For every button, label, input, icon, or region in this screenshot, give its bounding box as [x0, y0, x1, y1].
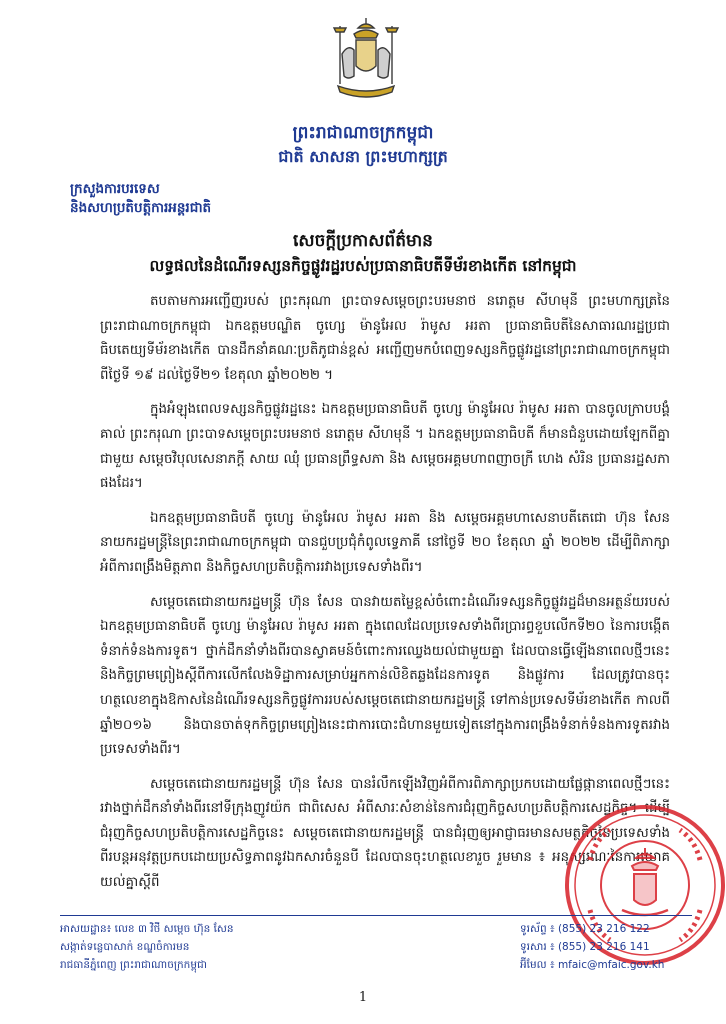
address-line: រាជធានីភ្នំពេញ ព្រះរាជាណាចក្រកម្ពុជា [60, 959, 207, 971]
kingdom-name: ព្រះរាជាណាចក្រកម្ពុជា [292, 123, 434, 143]
royal-coat-of-arms-icon [318, 14, 414, 110]
national-motto: ជាតិ សាសនា ព្រះមហាក្សត្រ [278, 147, 448, 166]
address-line: សង្កាត់ទន្លេបាសាក់ ខណ្ឌចំការមន [60, 941, 190, 953]
fax-number: ទូរសារ ៖ (855) 23 216 141 [520, 941, 650, 953]
paragraph: ក្នុងអំឡុងពេលទស្សនកិច្ចផ្លូវរដ្ឋនេះ ឯកឧត្តមប្រធានាធិបតី ចូហ្សេ ម៉ានូអែល រ៉ាមូស អរតា បានចូលក្រាបបង្គំគាល់ ព្រះករុណា ព្រះបាទសម្តេចព្រះបរមនាថ នរោត្តម សីហមុនី ។ ឯកឧត្តមប្រធានាធិបតី ក៏មានជំនួបដោយឡែកពីគ្នាជាមួយ សម្តេចវិបុលសេនាភក្តី សាយ ឈុំ ប្រធានព្រឹទ្ធសភា និង សម្តេចអគ្គមហាពញាចក្រី ហេង សំរិន ប្រធានរដ្ឋសភា ផងដែរ។ [100, 402, 670, 492]
document-subtitle: លទ្ធផលនៃដំណើរទស្សនកិច្ចផ្លូវរដ្ឋរបស់ប្រធានាធិបតីទីម័រខាងកើត នៅកម្ពុជា [149, 256, 577, 275]
paragraph: ឯកឧត្តមប្រធានាធិបតី ចូហ្សេ ម៉ានូអែល រ៉ាមូស អរតា និង សម្តេចអគ្គមហាសេនាបតីតេជោ ហ៊ុន សែន នាយករដ្ឋមន្រ្តីនៃព្រះរាជាណាចក្រកម្ពុជា បានជួបប្រជុំកំពូលទ្វេភាគី នៅថ្ងៃទី ២០ ខែតុលា ឆ្នាំ ២០២២ ដើម្បីពិភាក្សាអំពីការពង្រឹងមិត្តភាព និងកិច្ចសហប្រតិបត្តិការរវាងប្រទេសទាំងពីរ។ [100, 510, 670, 575]
phone-number: ទូរស័ព្ទ ៖ (855) 23 216 122 [520, 923, 650, 935]
footer-contacts [520, 920, 710, 974]
email-address: អ៊ីមែល ៖ mfaic@mfaic.gov.kh [520, 959, 665, 971]
ministry-name-line2: និងសហប្រតិបត្តិការអន្តរជាតិ [70, 200, 212, 216]
page-number: 1 [358, 990, 368, 1005]
ministry-name: ក្រសួងការបរទេស [70, 181, 160, 197]
footer-divider [60, 915, 692, 916]
document-title: សេចក្តីប្រកាសព័ត៌មាន [293, 231, 433, 251]
paragraph: សម្តេចតេជោនាយករដ្ឋមន្ត្រី ហ៊ុន សែន បានរំលឹកឡើងវិញអំពីការពិភាក្សាប្រកបដោយផ្លែផ្កានាពេលថ្មីៗនេះរវាងថ្នាក់ដឹកនាំទាំងពីរនៅទីក្រុងញូវយ៉ក ជាពិសេស អំពីសារៈសំខាន់នៃការជំរុញកិច្ចសហប្រតិបត្តិការសេដ្ឋកិច្ច។ ដើម្បីជំរុញកិច្ចសហប្រតិបត្តិការសេដ្ឋកិច្ចនេះ សម្តេចតេជោនាយករដ្ឋមន្ត្រី បានជំរុញឲ្យអាជ្ញាធរមានសមត្ថកិច្ចនៃប្រទេសទាំងពីរបន្តអនុវត្តប្រកបដោយប្រសិទ្ធភាពនូវឯកសារចំនួនបី ដែលបានចុះហត្ថលេខារួច រួមមាន ៖ អនុស្សរណៈនៃការយោគយល់គ្នាស្តីពី [100, 776, 670, 891]
footer-address [60, 920, 390, 974]
paragraph: សម្តេចតេជោនាយករដ្ឋមន្ត្រី ហ៊ុន សែន បានវាយតម្លៃខ្ពស់ចំពោះដំណើរទស្សនកិច្ចផ្លូវរដ្ឋដ៏មានអត្ថន័យរបស់ ឯកឧត្តមប្រធានាធិបតី ចូហ្សេ ម៉ានូអែល រ៉ាមូស អរតា ក្នុងពេលដែលប្រទេសទាំងពីរប្រារព្ធខួបលើកទី២០ នៃការបង្កើតទំនាក់ទំនងការទូត។ ថ្នាក់ដឹកនាំទាំងពីរបានស្វាគមន៍ចំពោះការឈ្វេងយល់ជាមួយគ្នា ដែលបានធ្វើឡើងនាពេលថ្មីៗនេះ និងកិច្ចព្រមព្រៀងស្តីពីការលើកលែងទិដ្ឋាការសម្រាប់អ្នកកាន់លិខិតឆ្លងដែនការទូត និងផ្លូវការ ដែលត្រូវបានចុះហត្ថលេខាក្នុងឱកាសនៃដំណើរទស្សនកិច្ចផ្លូវការរបស់សម្តេចតេជោនាយករដ្ឋមន្ត្រី ទៅកាន់ប្រទេសទីម័រខាងកើត កាលពីឆ្នាំ២០១៦ និងបានចាត់ទុកកិច្ចព្រមព្រៀងនេះជាការបោះជំហានមួយទៀតនៅក្នុងការពង្រឹងទំនាក់ទំនងការទូតរវាងប្រទេសទាំងពីរ។ [100, 594, 670, 758]
paragraph: តបតាមការអញ្ជើញរបស់ ព្រះករុណា ព្រះបាទសម្តេចព្រះបរមនាថ នរោត្តម សីហមុនី ព្រះមហាក្សត្រនៃព្រះរាជាណាចក្រកម្ពុជា ឯកឧត្តមបណ្ឌិត ចូហ្សេ ម៉ានូអែល រ៉ាមូស អរតា ប្រធានាធិបតីនៃសាធារណរដ្ឋប្រជាធិបតេយ្យទីម័រខាងកើត បានដឹកនាំគណៈប្រតិភូជាន់ខ្ពស់ អញ្ជើញមកបំពេញទស្សនកិច្ចផ្លូវរដ្ឋនៅព្រះរាជាណាចក្រកម្ពុជា ពីថ្ងៃទី ១៩ ដល់ថ្ងៃទី២១ ខែតុលា ឆ្នាំ២០២២ ។ [100, 294, 670, 383]
address-line: អាសយដ្ឋាន៖ លេខ ៣ វិថី សម្តេច ហ៊ុន សែន [60, 923, 234, 935]
